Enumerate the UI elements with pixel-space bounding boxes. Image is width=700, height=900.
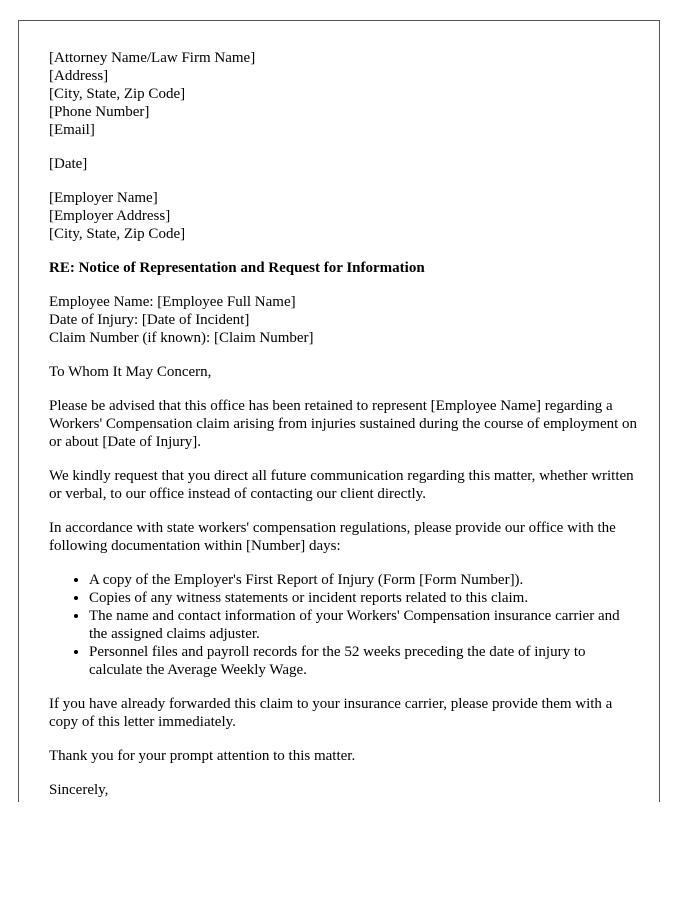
claim-number-line: Claim Number (if known): [Claim Number]: [49, 330, 314, 346]
sender-block: [49, 49, 639, 139]
sender-address: [Address]: [49, 68, 109, 84]
recipient-address: [Employer Address]: [49, 208, 171, 224]
salutation: To Whom It May Concern,: [49, 364, 212, 380]
documentation-list: [49, 571, 639, 679]
list-item: • Personnel files and payroll records for the 52 weeks preceding the date of injury to calculate the Average Weekly Wage.: [89, 643, 639, 679]
sender-email: [Email]: [49, 122, 95, 138]
employee-name-line: Employee Name: [Employee Full Name]: [49, 294, 296, 310]
sender-name: [Attorney Name/Law Firm Name]: [49, 50, 256, 66]
closing: Sincerely,: [49, 782, 109, 798]
sender-city-state-zip: [City, State, Zip Code]: [49, 86, 186, 102]
sender-phone: [Phone Number]: [49, 104, 150, 120]
recipient-name: [Employer Name]: [49, 190, 158, 206]
letter-date: [49, 155, 639, 173]
list-item: • A copy of the Employer's First Report of Injury (Form [Form Number]).: [89, 571, 639, 589]
body-paragraph-5: Thank you for your prompt attention to this matter.: [49, 748, 356, 764]
body-paragraph-2: We kindly request that you direct all future communication regarding this matter, whether written or verbal, to our office instead of contacting our client directly.: [49, 468, 634, 502]
letter-page: [18, 20, 660, 802]
date-text: [Date]: [49, 156, 88, 172]
date-of-injury-line: Date of Injury: [Date of Incident]: [49, 312, 250, 328]
recipient-city-state-zip: [City, State, Zip Code]: [49, 226, 186, 242]
list-item: • The name and contact information of your Workers' Compensation insurance carrier and the assigned claims adjuster.: [89, 607, 639, 643]
body-paragraph-3: In accordance with state workers' compensation regulations, please provide our office with the following documentation within [Number] days:: [49, 520, 616, 554]
body-paragraph-4: If you have already forwarded this claim to your insurance carrier, please provide them with a copy of this letter immediately.: [49, 696, 613, 730]
subject-line: RE: Notice of Representation and Request for Information: [49, 260, 425, 276]
recipient-block: [49, 189, 639, 243]
claim-details-block: [49, 293, 639, 347]
list-item: • Copies of any witness statements or incident reports related to this claim.: [89, 589, 639, 607]
body-paragraph-1: Please be advised that this office has been retained to represent [Employee Name] regarding a Workers' Compensation claim arising from injuries sustained during the course of employment on or about [Date of Injury].: [49, 398, 638, 450]
letter-content: [49, 49, 639, 802]
